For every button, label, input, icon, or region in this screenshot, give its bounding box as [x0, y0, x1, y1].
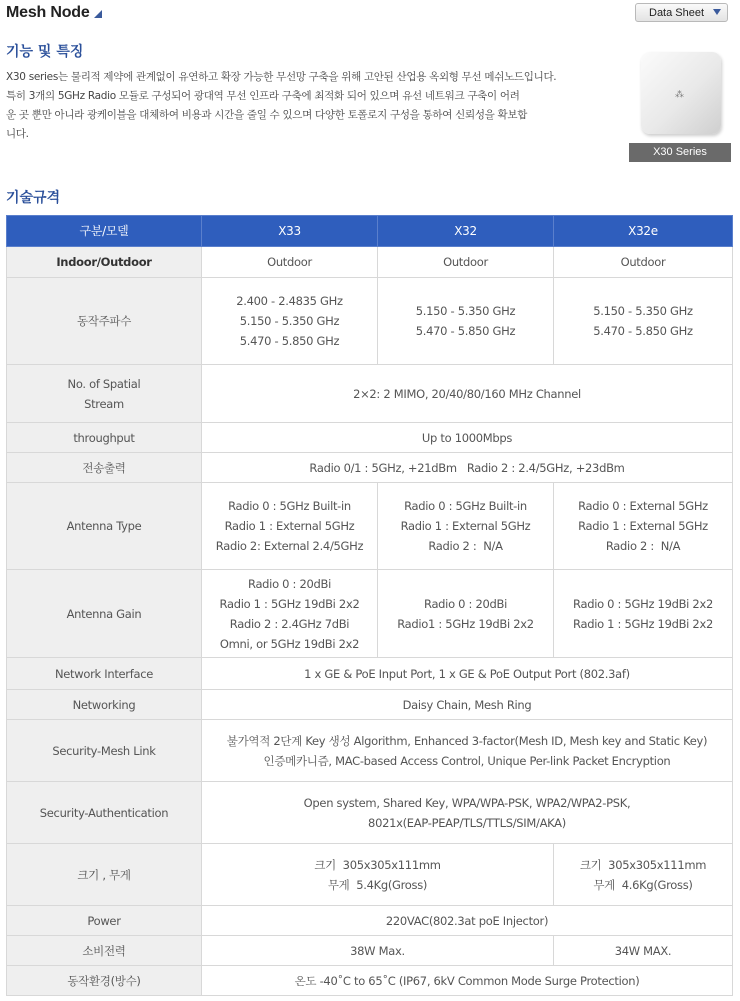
row-label: Indoor/Outdoor [7, 247, 202, 278]
cell-line: 5.150 - 5.350 GHz [239, 314, 340, 328]
table-row [7, 365, 733, 423]
cell [554, 570, 733, 658]
cell [202, 570, 378, 658]
cell [202, 483, 378, 570]
features-line: X30 series는 물리적 제약에 관계없이 유연하고 확장 가능한 무선망 구축을 위해 고안된 산업용 옥외형 무선 메쉬노드입니다. [6, 71, 557, 83]
cell-line: 불가역적 2단계 Key 생성 Algorithm, Enhanced 3-factor(Mesh ID, Mesh key and Static Key) [226, 733, 708, 748]
cell-line: 5.150 - 5.350 GHz [593, 304, 693, 318]
cell-line: Radio 1 : External 5GHz [400, 519, 531, 533]
row-label: 크기 , 무게 [7, 844, 202, 906]
product-caption: X30 Series [629, 143, 731, 162]
cell [554, 483, 733, 570]
cell: Radio 0/1 : 5GHz, +21dBm Radio 2 : 2.4/5GHz, +23dBm [202, 453, 733, 483]
cell-line: 크기 305x305x111mm [314, 857, 441, 872]
table-row [7, 936, 733, 966]
cell-line: Radio 2: External 2.4/5GHz [215, 539, 364, 553]
row-label: throughput [7, 423, 202, 453]
row-label: Antenna Type [7, 483, 202, 570]
cell [202, 720, 733, 782]
cell-line: 무게 4.6Kg(Gross) [593, 877, 693, 892]
cell-line: Omni, or 5GHz 19dBi 2x2 [219, 636, 360, 651]
cell-line: Open system, Shared Key, WPA/WPA-PSK, WPA2/WPA2-PSK, [303, 795, 631, 810]
cell [378, 570, 554, 658]
spec-table [6, 215, 733, 996]
features-line: 특히 3개의 5GHz Radio 모듈로 구성되어 광대역 무선 인프라 구축에 최적화 되어 있으며 유선 네트워크 구축이 어려 [6, 90, 520, 102]
page-title: Mesh Node [6, 4, 102, 22]
header-x32e: X32e [554, 216, 733, 247]
row-label: 동작주파수 [7, 278, 202, 365]
table-row [7, 844, 733, 906]
label-line: Stream [84, 396, 124, 411]
row-label: Antenna Gain [7, 570, 202, 658]
cell-line: 5.470 - 5.850 GHz [593, 324, 693, 338]
cell-line: 인증메카니즘, MAC-based Access Control, Unique Per-link Packet Encryption [263, 753, 671, 768]
row-label: 동작환경(방수) [7, 966, 202, 996]
cell: 1 x GE & PoE Input Port, 1 x GE & PoE Output Port (802.3af) [202, 658, 733, 690]
cell-line: 5.470 - 5.850 GHz [415, 324, 516, 338]
table-row [7, 423, 733, 453]
cell: 220VAC(802.3at poE Injector) [202, 906, 733, 936]
cell: Outdoor [378, 247, 554, 278]
row-label: Security-Authentication [7, 782, 202, 844]
row-label: Networking [7, 690, 202, 720]
row-label: 전송출력 [7, 453, 202, 483]
cell-line: Radio 0 : 20dBi [424, 596, 507, 611]
header-x32: X32 [378, 216, 554, 247]
table-row [7, 966, 733, 996]
cell-line: Radio 1 : External 5GHz [224, 519, 355, 533]
table-row [7, 782, 733, 844]
cell: Outdoor [554, 247, 733, 278]
cell-line: Radio1 : 5GHz 19dBi 2x2 [397, 616, 534, 631]
cell-line: 크기 305x305x111mm [579, 857, 707, 872]
product-logo-icon: ⁂ [675, 90, 684, 100]
cell-line: 8021x(EAP-PEAP/TLS/TTLS/SIM/AKA) [368, 815, 566, 830]
table-row [7, 453, 733, 483]
header-category: 구분/모델 [7, 216, 202, 247]
table-row [7, 247, 733, 278]
cell [554, 844, 733, 906]
cell-line: Radio 0 : 5GHz 19dBi 2x2 [573, 596, 713, 611]
features-line: 니다. [6, 128, 29, 140]
cell-line: 5.150 - 5.350 GHz [415, 304, 516, 318]
row-label: 소비전력 [7, 936, 202, 966]
row-label: Power [7, 906, 202, 936]
title-triangle-icon [94, 10, 102, 18]
table-row [7, 658, 733, 690]
features-line: 운 곳 뿐만 아니라 광케이블을 대체하여 비용과 시간을 줄일 수 있으며 다양한 토폴로지 구성을 통하여 신뢰성을 확보합 [6, 109, 528, 121]
product-image [641, 52, 721, 134]
cell-line: Radio 0 : 5GHz Built-in [404, 499, 527, 513]
cell: 38W Max. [202, 936, 554, 966]
cell-line: 무게 5.4Kg(Gross) [327, 877, 428, 892]
cell [554, 278, 733, 365]
table-row [7, 690, 733, 720]
cell: 온도 -40˚C to 65˚C (IP67, 6kV Common Mode Surge Protection) [202, 966, 733, 996]
table-row [7, 570, 733, 658]
cell-line: 2.400 - 2.4835 GHz [236, 294, 343, 308]
cell: 34W MAX. [554, 936, 733, 966]
cell: Up to 1000Mbps [202, 423, 733, 453]
cell-line: Radio 2 : N/A [428, 539, 503, 553]
cell-line: Radio 2 : 2.4GHz 7dBi [229, 616, 350, 631]
cell-line: Radio 1 : External 5GHz [578, 519, 708, 533]
datasheet-dropdown-button[interactable] [635, 3, 728, 22]
product-image-card [629, 44, 731, 163]
cell [202, 844, 554, 906]
cell-line: Radio 2 : N/A [605, 539, 681, 553]
specs-heading: 기술규격 [6, 190, 61, 206]
cell [378, 483, 554, 570]
row-label: Security-Mesh Link [7, 720, 202, 782]
cell [202, 278, 378, 365]
table-row [7, 720, 733, 782]
table-row [7, 278, 733, 365]
header [0, 0, 740, 30]
cell-line: Radio 0 : 20dBi [248, 576, 331, 591]
table-row [7, 906, 733, 936]
cell: Outdoor [202, 247, 378, 278]
cell-line: 5.470 - 5.850 GHz [239, 334, 340, 348]
chevron-down-icon [713, 9, 721, 15]
table-header-row [7, 216, 733, 247]
label-line: No. of Spatial [67, 376, 141, 391]
cell: Daisy Chain, Mesh Ring [202, 690, 733, 720]
table-row [7, 483, 733, 570]
row-label [7, 365, 202, 423]
header-x33: X33 [202, 216, 378, 247]
features-heading: 기능 및 특징 [6, 44, 84, 60]
cell-line: Radio 1 : 5GHz 19dBi 2x2 [573, 616, 713, 631]
cell [202, 782, 733, 844]
datasheet-label: Data Sheet [649, 7, 705, 19]
cell-line: Radio 1 : 5GHz 19dBi 2x2 [219, 596, 360, 611]
cell: 2×2: 2 MIMO, 20/40/80/160 MHz Channel [202, 365, 733, 423]
cell-line: Radio 0 : External 5GHz [578, 499, 708, 513]
row-label: Network Interface [7, 658, 202, 690]
features-description [6, 68, 591, 144]
cell [378, 278, 554, 365]
cell-line: Radio 0 : 5GHz Built-in [228, 499, 351, 513]
